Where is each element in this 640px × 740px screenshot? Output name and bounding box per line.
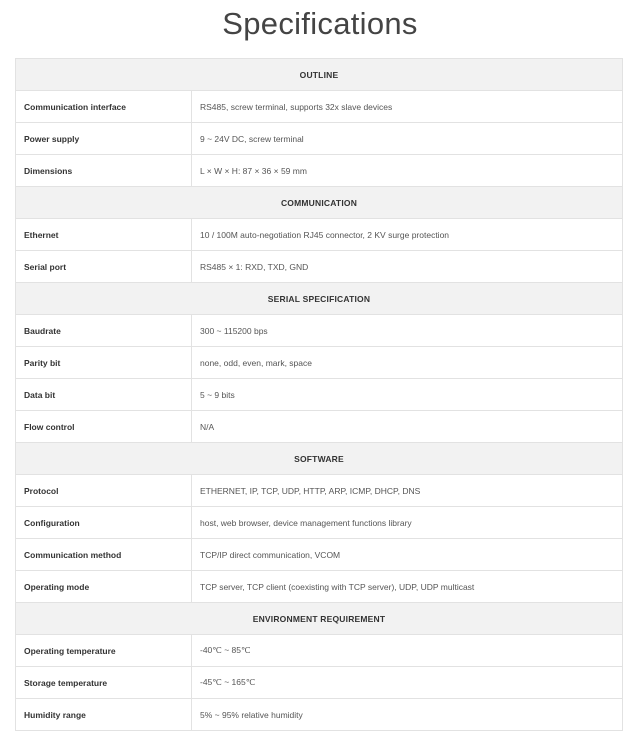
section-heading: COMMUNICATION (16, 187, 623, 219)
spec-row (16, 347, 623, 379)
spec-label: Flow control (16, 411, 192, 443)
spec-value: -40℃ ~ 85℃ (192, 635, 623, 667)
spec-label: Parity bit (16, 347, 192, 379)
section-header-row (16, 603, 623, 635)
spec-label: Dimensions (16, 155, 192, 187)
spec-value: 300 ~ 115200 bps (192, 315, 623, 347)
spec-value: 10 / 100M auto-negotiation RJ45 connector, 2 KV surge protection (192, 219, 623, 251)
spec-label: Operating temperature (16, 635, 192, 667)
section-header-row (16, 443, 623, 475)
spec-value: N/A (192, 411, 623, 443)
spec-row (16, 91, 623, 123)
section-header-row (16, 59, 623, 91)
spec-label: Ethernet (16, 219, 192, 251)
spec-value: TCP server, TCP client (coexisting with TCP server), UDP, UDP multicast (192, 571, 623, 603)
spec-row (16, 699, 623, 731)
spec-value: none, odd, even, mark, space (192, 347, 623, 379)
section-heading: SOFTWARE (16, 443, 623, 475)
specifications-table (15, 58, 623, 731)
spec-row (16, 411, 623, 443)
spec-value: ETHERNET, IP, TCP, UDP, HTTP, ARP, ICMP, DHCP, DNS (192, 475, 623, 507)
spec-label: Humidity range (16, 699, 192, 731)
section-heading: OUTLINE (16, 59, 623, 91)
section-heading: SERIAL SPECIFICATION (16, 283, 623, 315)
spec-label: Protocol (16, 475, 192, 507)
spec-row (16, 507, 623, 539)
spec-value: TCP/IP direct communication, VCOM (192, 539, 623, 571)
spec-row (16, 379, 623, 411)
spec-row (16, 219, 623, 251)
spec-row (16, 123, 623, 155)
spec-row (16, 539, 623, 571)
spec-label: Baudrate (16, 315, 192, 347)
spec-value: L × W × H: 87 × 36 × 59 mm (192, 155, 623, 187)
spec-row (16, 251, 623, 283)
spec-label: Serial port (16, 251, 192, 283)
section-header-row (16, 283, 623, 315)
spec-value: RS485 × 1: RXD, TXD, GND (192, 251, 623, 283)
spec-label: Storage temperature (16, 667, 192, 699)
spec-value: 5 ~ 9 bits (192, 379, 623, 411)
spec-value: host, web browser, device management functions library (192, 507, 623, 539)
spec-value: 5% ~ 95% relative humidity (192, 699, 623, 731)
spec-label: Data bit (16, 379, 192, 411)
spec-row (16, 315, 623, 347)
spec-row (16, 475, 623, 507)
spec-label: Configuration (16, 507, 192, 539)
spec-label: Power supply (16, 123, 192, 155)
spec-row (16, 667, 623, 699)
spec-row (16, 635, 623, 667)
spec-label: Operating mode (16, 571, 192, 603)
section-header-row (16, 187, 623, 219)
section-heading: ENVIRONMENT REQUIREMENT (16, 603, 623, 635)
spec-value: -45℃ ~ 165℃ (192, 667, 623, 699)
spec-row (16, 571, 623, 603)
specifications-table-body (16, 59, 623, 731)
spec-label: Communication interface (16, 91, 192, 123)
spec-label: Communication method (16, 539, 192, 571)
spec-value: 9 ~ 24V DC, screw terminal (192, 123, 623, 155)
spec-value: RS485, screw terminal, supports 32x slave devices (192, 91, 623, 123)
spec-row (16, 155, 623, 187)
page-title: Specifications (222, 6, 418, 41)
